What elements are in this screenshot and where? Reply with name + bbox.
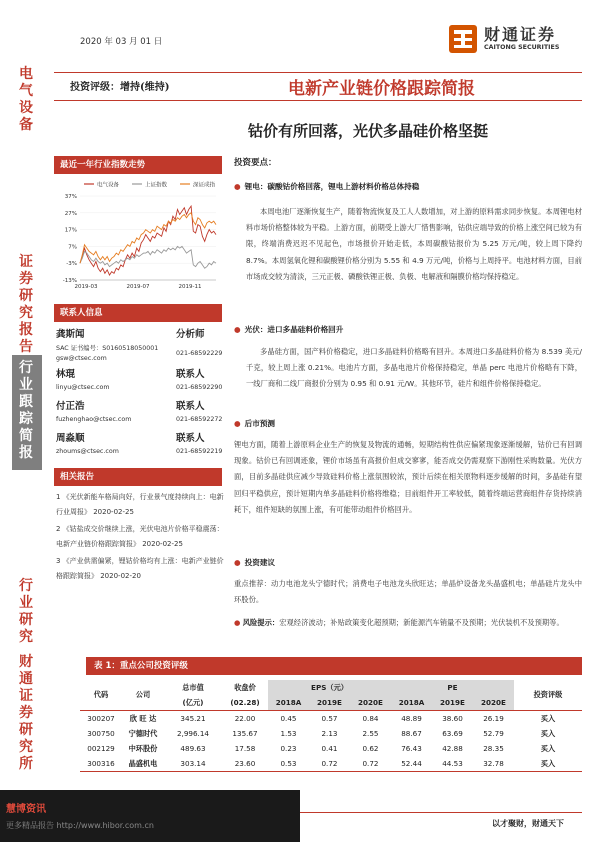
cell-company: 中环股份 (128, 743, 158, 753)
col-header-year: 2020E (473, 695, 514, 711)
sidebar-institute: 财通证券研究所 (19, 654, 33, 772)
chart-section-header: 最近一年行业指数走势 (54, 156, 222, 174)
cell-pe: 52.44 (401, 759, 422, 768)
cell-eps: 0.53 (280, 759, 297, 768)
cell-rating: 买入 (540, 743, 556, 753)
cell-eps: 0.23 (280, 744, 297, 753)
col-header-year: 2020E (350, 695, 391, 711)
analyst-role: 分析师 (176, 329, 205, 340)
key-points-heading: 投资要点： (234, 158, 277, 168)
title-rule-bottom (54, 100, 582, 101)
related-report[interactable]: 1 《光伏新能车格局向好，行业景气度持续向上：电新行业周报》 2020-02-25 (56, 493, 224, 516)
contact-role: 联系人 (176, 433, 205, 444)
col-header-year: 2019E (309, 695, 350, 711)
sidebar-research-report: 证券研究报告 (19, 254, 33, 355)
contact-role: 联系人 (176, 401, 205, 412)
cell-eps: 1.53 (280, 729, 297, 738)
contacts-section-header: 联系人信息 (54, 304, 222, 322)
paragraph-lithium: 本周电池厂逐渐恢复生产，随着物流恢复及工人人数增加，对上游的原料需求同步恢复。本周锂电材料市场价格整体较为平稳。上游方面，前期受上游大厂惜售影响，钴供应端导致的价格上涨空间已较为有限，终端消费迟迟不见起色，市场报价开始走低，本周碳酸钴报价为 5.25 万元/吨，较上周下降约 8.7%。本周氢氧化锂和碳酸锂价格分别为 5.55 和 4.9 万元/吨，价格与上周持平。电池材料方面，目前市场成交较为清淡，三元正极、磷酸铁锂正极、负极、电解液和隔膜价格均保持稳定。 (246, 207, 582, 281)
cell-mcap: 303.14 (180, 759, 206, 768)
cell-code: 300750 (87, 729, 115, 738)
cell-eps: 0.45 (280, 714, 297, 723)
related-report[interactable]: 3 《产业供需偏紧，锂钴价格均有上涨：电新产业链价格跟踪简报》 2020-02-20 (56, 557, 224, 580)
analyst-phone: 021-68592229 (176, 350, 223, 357)
bullet-lithium (234, 181, 419, 192)
bullet-outlook-text: 后市预测 (244, 419, 276, 428)
contact-email[interactable]: linyu@ctsec.com (56, 384, 110, 391)
cell-eps: 0.41 (321, 744, 338, 753)
cell-pe: 38.60 (442, 714, 463, 723)
cell-rating: 买入 (540, 728, 556, 738)
cell-code: 300207 (87, 714, 115, 723)
col-header-close-date: (02.28) (230, 698, 260, 707)
cell-company: 宁德时代 (128, 728, 158, 738)
footer-watermark (0, 790, 300, 842)
table-row (80, 726, 582, 741)
x-tick-label: 2019-03 (74, 284, 98, 290)
contact-role: 联系人 (176, 369, 205, 380)
sidebar-industry-research: 行业研究 (19, 578, 33, 645)
contact-row (56, 366, 226, 396)
cell-close: 135.67 (232, 729, 258, 738)
risk-text: 宏观经济波动；补贴政策变化超预期；新能源汽车销量不及预期；光伏装机不及预期等。 (279, 618, 564, 627)
contact-name: 周淼顺 (56, 433, 85, 444)
col-header-rating: 投资评级 (533, 690, 563, 699)
stock-table (80, 680, 582, 772)
logo-mark-icon (448, 24, 478, 54)
table-row (80, 741, 582, 756)
sidebar-brief: 行业跟踪简报 (19, 360, 33, 461)
paragraph-outlook: 锂电方面，随着上游原料企业生产的恢复及物流的通畅，短期结构性供应偏紧现象逐渐缓解，钴价已有回调现象。钴价已有回调迹象，锂价市场虽有高报价但成交寥寥，能否成交仍需观察下游刚性采购数量。光伏方面，目前多晶硅供应减少导致硅料价格上涨氛围较浓，预计后续在相关原物料逐步缓解的时间，多晶硅有望回归平稳供应，预计短期内单多晶硅料价格将维稳；目前组件开工率较低，随着终端运营商组件存货持续消耗下，组件短缺的氛围上涨，有可能带动组件价格回升。 (234, 440, 582, 514)
report-date: 2020 年 03 月 01 日 (80, 37, 163, 47)
analyst-name: 龚斯闻 (56, 329, 85, 340)
y-tick-label: 37% (64, 194, 77, 200)
cell-rating: 买入 (540, 758, 556, 768)
contact-phone: 021-68592219 (176, 448, 223, 455)
paragraph-advice: 重点推荐：动力电池龙头宁德时代；消费电子电池龙头欣旺达；单晶炉设备龙头晶盛机电；单晶硅片龙头中环股份。 (234, 579, 582, 605)
cell-mcap: 2,996.14 (176, 729, 209, 738)
cell-eps: 0.72 (362, 759, 379, 768)
cell-pe: 28.35 (483, 744, 504, 753)
index-trend-chart (54, 176, 222, 294)
related-list (56, 490, 224, 584)
bullet-dot-icon: ● (234, 419, 241, 428)
cell-company: 晶盛机电 (128, 758, 158, 768)
cell-eps: 2.55 (362, 729, 379, 738)
x-tick-label: 2019-11 (178, 284, 202, 290)
legend-label: 电气设备 (97, 182, 120, 189)
bullet-dot-icon: ● (234, 618, 241, 627)
cell-rating: 买入 (540, 713, 556, 723)
sidebar-industry: 电气设备 (19, 66, 33, 133)
cell-eps: 2.13 (321, 729, 338, 738)
y-tick-label: -13% (62, 278, 77, 284)
cell-eps: 0.62 (362, 744, 379, 753)
cell-eps: 0.57 (321, 714, 338, 723)
cell-close: 22.00 (234, 714, 256, 723)
bullet-pv-text: 光伏：进口多晶硅料价格回升 (244, 325, 344, 334)
col-header-company: 公司 (135, 690, 151, 699)
logo (448, 22, 578, 58)
x-tick-label: 2019-07 (126, 284, 150, 290)
col-header-pe: PE (391, 680, 514, 695)
cell-company: 欣 旺 达 (129, 713, 157, 723)
col-header-mcap: 总市值 (182, 682, 204, 692)
series-line (80, 246, 216, 268)
cell-eps: 0.84 (362, 714, 379, 723)
cell-code: 002129 (87, 744, 115, 753)
y-tick-label: 27% (64, 210, 77, 217)
contact-email[interactable]: zhoums@ctsec.com (56, 448, 119, 455)
y-tick-label: 7% (68, 244, 77, 251)
col-header-close: 收盘价 (234, 682, 256, 692)
bullet-lithium-text: 锂电：碳酸钴价格回落，锂电上游材料价格总体持稳 (244, 182, 420, 191)
logo-en: CAITONG SECURITIES (484, 44, 560, 51)
analyst-cert: SAC 证书编号：S0160518050001 (56, 345, 159, 352)
logo-cn: 财通证券 (484, 25, 557, 44)
related-section-header: 相关报告 (54, 468, 222, 486)
cell-pe: 76.43 (401, 744, 422, 753)
paragraph-pv: 多晶硅方面，国产料价格稳定，进口多晶硅料价格略有回升。本周进口多晶硅料价格为 8.539 美元/千克，较上周上涨 0.21%。电池片方面，多晶电池片价格保持稳定，单晶 perc 电池片价格略有下降，一线厂商和二线厂商报价分别为 0.95 和 0.91 元/W。其他环节，硅片和组件价格保持稳定。 (246, 347, 582, 389)
bullet-dot-icon: ● (234, 558, 241, 567)
series-line (80, 206, 216, 275)
bullet-advice-text: 投资建议 (244, 558, 276, 567)
risk-block (234, 615, 582, 631)
col-header-year: 2018A (391, 695, 432, 711)
footer-motto: 以才聚财，财通天下 (492, 819, 564, 828)
footer-brand: 慧博资讯 (6, 804, 46, 815)
cell-close: 17.58 (234, 744, 256, 753)
col-header-year: 2019E (432, 695, 473, 711)
cell-pe: 44.53 (442, 759, 463, 768)
cell-pe: 63.69 (442, 729, 463, 738)
table-title: 表 1：重点公司投资评级 (94, 661, 188, 671)
cell-mcap: 489.63 (180, 744, 206, 753)
table-row (80, 756, 582, 772)
cell-pe: 26.19 (483, 714, 504, 723)
chart (54, 176, 222, 294)
contact-row (56, 430, 226, 460)
bullet-dot-icon: ● (234, 325, 241, 334)
report-subtitle: 钴价有所回落，光伏多晶硅价格坚挺 (248, 122, 489, 140)
contact-row (56, 398, 226, 428)
y-tick-label: 17% (64, 227, 77, 234)
cell-pe: 32.78 (483, 759, 504, 768)
contact-name: 付正浩 (56, 401, 85, 412)
footer-rule (300, 812, 582, 813)
contact-name: 林琨 (56, 369, 76, 380)
risk-label: 风险提示： (242, 618, 280, 627)
bullet-pv (234, 324, 343, 335)
legend-label: 深证成指 (193, 182, 216, 189)
cell-pe: 48.89 (401, 714, 422, 723)
bullet-advice (234, 557, 275, 568)
cell-close: 23.60 (234, 759, 256, 768)
bullet-outlook (234, 418, 275, 429)
cell-pe: 88.67 (401, 729, 422, 738)
bullet-dot-icon: ● (234, 182, 241, 191)
contact-phone: 021-68592290 (176, 384, 223, 391)
contact-phone: 021-68592272 (176, 416, 223, 423)
legend-label: 上证指数 (145, 182, 168, 189)
cell-mcap: 345.21 (180, 714, 206, 723)
cell-eps: 0.72 (321, 759, 338, 768)
cell-code: 300316 (87, 759, 115, 768)
title-rule (54, 72, 582, 73)
contact-email[interactable]: fuzhenghao@ctsec.com (56, 416, 132, 423)
col-header-eps: EPS（元） (268, 680, 391, 695)
table-row (80, 711, 582, 727)
footer-url[interactable]: 更多精品报告 http://www.hibor.com.cn (6, 821, 154, 830)
related-report[interactable]: 2 《钴盐成交价继续上涨，光伏电池片价格平稳震荡：电新产业链价格跟踪简报》 2020-02-25 (56, 525, 224, 548)
analyst-email[interactable]: gsw@ctsec.com (56, 355, 107, 362)
col-header-mcap-unit: (亿元) (182, 697, 204, 707)
col-header-code: 代码 (93, 690, 109, 699)
investment-rating: 投资评级：增持(维持) (70, 82, 170, 93)
col-header-year: 2018A (268, 695, 309, 711)
y-tick-label: -3% (66, 261, 77, 268)
cell-pe: 42.88 (442, 744, 463, 753)
report-title: 电新产业链价格跟踪简报 (288, 79, 475, 99)
cell-pe: 52.79 (483, 729, 504, 738)
